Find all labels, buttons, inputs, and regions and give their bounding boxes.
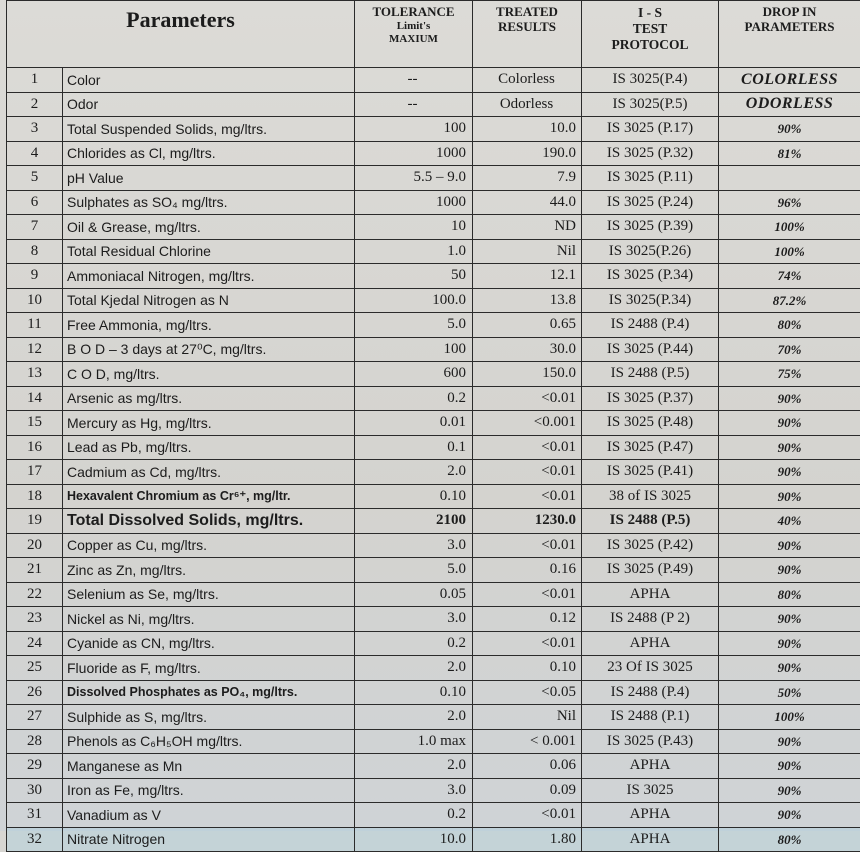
parameter-name: Fluoride as F, mg/ltrs. (63, 656, 355, 681)
treated-result: <0.01 (473, 435, 582, 460)
parameter-name: Nickel as Ni, mg/ltrs. (63, 607, 355, 632)
tolerance-value: 1.0 max (355, 729, 473, 754)
drop-percentage: ODORLESS (719, 92, 860, 117)
tolerance-value: 10.0 (355, 827, 473, 852)
row-number: 28 (7, 729, 63, 754)
tolerance-value: 100 (355, 117, 473, 142)
drop-percentage: 87.2% (719, 288, 860, 313)
table-row (7, 264, 860, 289)
table-row (7, 533, 860, 558)
table-row (7, 558, 860, 583)
row-number: 3 (7, 117, 63, 142)
drop-percentage: 100% (719, 705, 860, 730)
parameter-name: Chlorides as Cl, mg/ltrs. (63, 141, 355, 166)
parameter-name: Lead as Pb, mg/ltrs. (63, 435, 355, 460)
table-row (7, 337, 860, 362)
test-protocol: IS 3025 (P.47) (582, 435, 719, 460)
treated-result: Nil (473, 239, 582, 264)
test-protocol: IS 2488 (P.5) (582, 509, 719, 534)
tolerance-value: 5.0 (355, 558, 473, 583)
header-protocol-line1: I - S (586, 5, 714, 21)
drop-percentage: 75% (719, 362, 860, 387)
test-protocol: IS 3025 (P.32) (582, 141, 719, 166)
table-row (7, 778, 860, 803)
row-number: 16 (7, 435, 63, 460)
tolerance-value: 100 (355, 337, 473, 362)
parameter-name: Zinc as Zn, mg/ltrs. (63, 558, 355, 583)
test-protocol: IS 3025(P.4) (582, 68, 719, 93)
row-number: 18 (7, 484, 63, 509)
treated-result: 1230.0 (473, 509, 582, 534)
row-number: 27 (7, 705, 63, 730)
test-protocol: IS 3025 (P.42) (582, 533, 719, 558)
tolerance-value: 3.0 (355, 607, 473, 632)
treated-result: 44.0 (473, 190, 582, 215)
table-row (7, 215, 860, 240)
table-row (7, 239, 860, 264)
parameter-name: Free Ammonia, mg/ltrs. (63, 313, 355, 338)
tolerance-value: 0.01 (355, 411, 473, 436)
tolerance-value: 3.0 (355, 533, 473, 558)
parameter-name: Total Residual Chlorine (63, 239, 355, 264)
treated-result: <0.01 (473, 386, 582, 411)
header-tolerance-line2: Limit's (359, 20, 468, 33)
parameter-name: Phenols as C₆H₅OH mg/ltrs. (63, 729, 355, 754)
table-row (7, 509, 860, 534)
tolerance-value: 2.0 (355, 656, 473, 681)
drop-percentage: 90% (719, 484, 860, 509)
header-protocol-line3: PROTOCOL (586, 37, 714, 53)
table-row (7, 190, 860, 215)
parameter-name: Ammoniacal Nitrogen, mg/ltrs. (63, 264, 355, 289)
row-number: 10 (7, 288, 63, 313)
table-row (7, 680, 860, 705)
test-protocol: IS 3025 (P.44) (582, 337, 719, 362)
treated-result: <0.01 (473, 631, 582, 656)
treated-result: <0.01 (473, 460, 582, 485)
drop-percentage: 90% (719, 460, 860, 485)
test-protocol: 23 Of IS 3025 (582, 656, 719, 681)
treated-result: <0.01 (473, 803, 582, 828)
parameter-name: Oil & Grease, mg/ltrs. (63, 215, 355, 240)
treated-result: 190.0 (473, 141, 582, 166)
treated-result: <0.05 (473, 680, 582, 705)
test-protocol: IS 3025 (P.48) (582, 411, 719, 436)
treated-result: 1.80 (473, 827, 582, 852)
parameter-name: Total Kjedal Nitrogen as N (63, 288, 355, 313)
table-row (7, 68, 860, 93)
header-drop-line2: PARAMETERS (723, 20, 856, 35)
row-number: 9 (7, 264, 63, 289)
table-row (7, 729, 860, 754)
test-protocol: IS 3025 (P.11) (582, 166, 719, 191)
row-number: 14 (7, 386, 63, 411)
drop-percentage: 90% (719, 656, 860, 681)
drop-percentage: 40% (719, 509, 860, 534)
table-row (7, 460, 860, 485)
drop-percentage: 50% (719, 680, 860, 705)
row-number: 19 (7, 509, 63, 534)
parameter-name: Dissolved Phosphates as PO₄, mg/ltrs. (63, 680, 355, 705)
drop-percentage: 90% (719, 778, 860, 803)
tolerance-value: 1000 (355, 141, 473, 166)
treated-result: 13.8 (473, 288, 582, 313)
row-number: 32 (7, 827, 63, 852)
header-drop-line1: DROP IN (723, 5, 856, 20)
tolerance-value: 1000 (355, 190, 473, 215)
header-tolerance-line3: MAXIUM (359, 33, 468, 46)
drop-percentage: 96% (719, 190, 860, 215)
treated-result: ND (473, 215, 582, 240)
tolerance-value: 600 (355, 362, 473, 387)
drop-percentage: 90% (719, 386, 860, 411)
parameter-name: C O D, mg/ltrs. (63, 362, 355, 387)
parameters-table (6, 0, 860, 852)
parameter-name: Hexavalent Chromium as Cr⁶⁺, mg/ltr. (63, 484, 355, 509)
test-protocol: IS 2488 (P.1) (582, 705, 719, 730)
row-number: 13 (7, 362, 63, 387)
drop-percentage: 90% (719, 729, 860, 754)
test-protocol: IS 3025 (P.43) (582, 729, 719, 754)
parameter-name: B O D – 3 days at 27⁰C, mg/ltrs. (63, 337, 355, 362)
parameter-name: Sulphates as SO₄ mg/ltrs. (63, 190, 355, 215)
test-protocol: IS 3025 (P.34) (582, 264, 719, 289)
treated-result: 7.9 (473, 166, 582, 191)
drop-percentage: 90% (719, 558, 860, 583)
drop-percentage: 80% (719, 582, 860, 607)
row-number: 4 (7, 141, 63, 166)
parameter-name: Iron as Fe, mg/ltrs. (63, 778, 355, 803)
test-protocol: IS 3025 (P.49) (582, 558, 719, 583)
test-protocol: APHA (582, 754, 719, 779)
treated-result: <0.01 (473, 582, 582, 607)
header-treated-line2: RESULTS (477, 20, 577, 35)
test-protocol: IS 3025 (P.37) (582, 386, 719, 411)
row-number: 12 (7, 337, 63, 362)
drop-percentage: 100% (719, 215, 860, 240)
row-number: 31 (7, 803, 63, 828)
test-protocol: IS 3025(P.5) (582, 92, 719, 117)
test-protocol: IS 3025 (P.41) (582, 460, 719, 485)
tolerance-value: 0.2 (355, 386, 473, 411)
tolerance-value: 0.05 (355, 582, 473, 607)
drop-percentage: 70% (719, 337, 860, 362)
treated-result: 0.16 (473, 558, 582, 583)
row-number: 22 (7, 582, 63, 607)
tolerance-value: 0.1 (355, 435, 473, 460)
parameter-name: Cadmium as Cd, mg/ltrs. (63, 460, 355, 485)
drop-percentage: 90% (719, 803, 860, 828)
table-row (7, 607, 860, 632)
table-row (7, 92, 860, 117)
tolerance-value: 50 (355, 264, 473, 289)
parameter-name: Vanadium as V (63, 803, 355, 828)
parameter-name: Odor (63, 92, 355, 117)
row-number: 6 (7, 190, 63, 215)
parameter-name: Color (63, 68, 355, 93)
tolerance-value: 3.0 (355, 778, 473, 803)
parameter-name: Sulphide as S, mg/ltrs. (63, 705, 355, 730)
table-row (7, 411, 860, 436)
table-row (7, 656, 860, 681)
treated-result: 0.10 (473, 656, 582, 681)
table-header-row (7, 1, 860, 68)
treated-result: <0.01 (473, 484, 582, 509)
treated-result: Nil (473, 705, 582, 730)
row-number: 29 (7, 754, 63, 779)
table-row (7, 166, 860, 191)
table-row (7, 754, 860, 779)
table-row (7, 362, 860, 387)
table-row (7, 117, 860, 142)
treated-result: 0.65 (473, 313, 582, 338)
row-number: 30 (7, 778, 63, 803)
tolerance-value: 2.0 (355, 460, 473, 485)
tolerance-value: 5.0 (355, 313, 473, 338)
table-row (7, 435, 860, 460)
header-protocol-line2: TEST (586, 21, 714, 37)
row-number: 8 (7, 239, 63, 264)
parameter-name: pH Value (63, 166, 355, 191)
treated-result: 12.1 (473, 264, 582, 289)
drop-percentage: 90% (719, 631, 860, 656)
drop-percentage: 100% (719, 239, 860, 264)
tolerance-value: 1.0 (355, 239, 473, 264)
parameter-name: Nitrate Nitrogen (63, 827, 355, 852)
table-row (7, 288, 860, 313)
table-row (7, 484, 860, 509)
test-protocol: IS 3025(P.26) (582, 239, 719, 264)
parameter-name: Total Dissolved Solids, mg/ltrs. (63, 509, 355, 534)
drop-percentage: 74% (719, 264, 860, 289)
parameter-name: Copper as Cu, mg/ltrs. (63, 533, 355, 558)
tolerance-value: 10 (355, 215, 473, 240)
row-number: 11 (7, 313, 63, 338)
test-protocol: IS 3025 (P.17) (582, 117, 719, 142)
tolerance-value: 0.2 (355, 803, 473, 828)
drop-percentage: 90% (719, 607, 860, 632)
test-protocol: IS 3025(P.34) (582, 288, 719, 313)
table-row (7, 386, 860, 411)
drop-percentage (719, 166, 860, 191)
parameter-name: Selenium as Se, mg/ltrs. (63, 582, 355, 607)
test-protocol: APHA (582, 631, 719, 656)
drop-percentage: 90% (719, 754, 860, 779)
row-number: 5 (7, 166, 63, 191)
header-protocol (582, 1, 719, 68)
table-row (7, 803, 860, 828)
parameter-name: Arsenic as mg/ltrs. (63, 386, 355, 411)
parameter-name: Cyanide as CN, mg/ltrs. (63, 631, 355, 656)
treated-result: Colorless (473, 68, 582, 93)
table-row (7, 582, 860, 607)
drop-percentage: 80% (719, 313, 860, 338)
tolerance-value: 100.0 (355, 288, 473, 313)
header-drop (719, 1, 860, 68)
table-row (7, 631, 860, 656)
tolerance-value: 2100 (355, 509, 473, 534)
drop-percentage: 90% (719, 435, 860, 460)
row-number: 7 (7, 215, 63, 240)
row-number: 24 (7, 631, 63, 656)
header-parameters: Parameters (7, 1, 355, 68)
test-protocol: IS 2488 (P.4) (582, 313, 719, 338)
row-number: 26 (7, 680, 63, 705)
test-protocol: IS 2488 (P 2) (582, 607, 719, 632)
parameter-name: Total Suspended Solids, mg/ltrs. (63, 117, 355, 142)
table-row (7, 705, 860, 730)
tolerance-value: 0.10 (355, 680, 473, 705)
drop-percentage: COLORLESS (719, 68, 860, 93)
test-protocol: IS 3025 (582, 778, 719, 803)
row-number: 23 (7, 607, 63, 632)
treated-result: <0.001 (473, 411, 582, 436)
header-tolerance-line1: TOLERANCE (372, 4, 454, 19)
row-number: 15 (7, 411, 63, 436)
tolerance-value: 2.0 (355, 754, 473, 779)
row-number: 25 (7, 656, 63, 681)
treated-result: 0.12 (473, 607, 582, 632)
test-protocol: IS 2488 (P.5) (582, 362, 719, 387)
treated-result: 0.06 (473, 754, 582, 779)
drop-percentage: 80% (719, 827, 860, 852)
drop-percentage: 81% (719, 141, 860, 166)
table-row (7, 313, 860, 338)
treated-result: Odorless (473, 92, 582, 117)
table-body (7, 68, 860, 852)
drop-percentage: 90% (719, 411, 860, 436)
table-row (7, 141, 860, 166)
treated-result: <0.01 (473, 533, 582, 558)
test-protocol: IS 3025 (P.24) (582, 190, 719, 215)
row-number: 21 (7, 558, 63, 583)
drop-percentage: 90% (719, 533, 860, 558)
test-protocol: IS 2488 (P.4) (582, 680, 719, 705)
header-treated (473, 1, 582, 68)
header-treated-line1: TREATED (477, 5, 577, 20)
row-number: 1 (7, 68, 63, 93)
treated-result: 0.09 (473, 778, 582, 803)
parameter-name: Mercury as Hg, mg/ltrs. (63, 411, 355, 436)
treated-result: 150.0 (473, 362, 582, 387)
parameter-name: Manganese as Mn (63, 754, 355, 779)
test-protocol: APHA (582, 582, 719, 607)
test-protocol: APHA (582, 827, 719, 852)
test-protocol: APHA (582, 803, 719, 828)
row-number: 20 (7, 533, 63, 558)
test-protocol: IS 3025 (P.39) (582, 215, 719, 240)
treated-result: 10.0 (473, 117, 582, 142)
row-number: 17 (7, 460, 63, 485)
tolerance-value: 2.0 (355, 705, 473, 730)
tolerance-value: 5.5 – 9.0 (355, 166, 473, 191)
tolerance-value: -- (355, 68, 473, 93)
treated-result: < 0.001 (473, 729, 582, 754)
test-protocol: 38 of IS 3025 (582, 484, 719, 509)
tolerance-value: 0.10 (355, 484, 473, 509)
header-tolerance (355, 1, 473, 68)
treated-result: 30.0 (473, 337, 582, 362)
row-number: 2 (7, 92, 63, 117)
drop-percentage: 90% (719, 117, 860, 142)
tolerance-value: 0.2 (355, 631, 473, 656)
tolerance-value: -- (355, 92, 473, 117)
